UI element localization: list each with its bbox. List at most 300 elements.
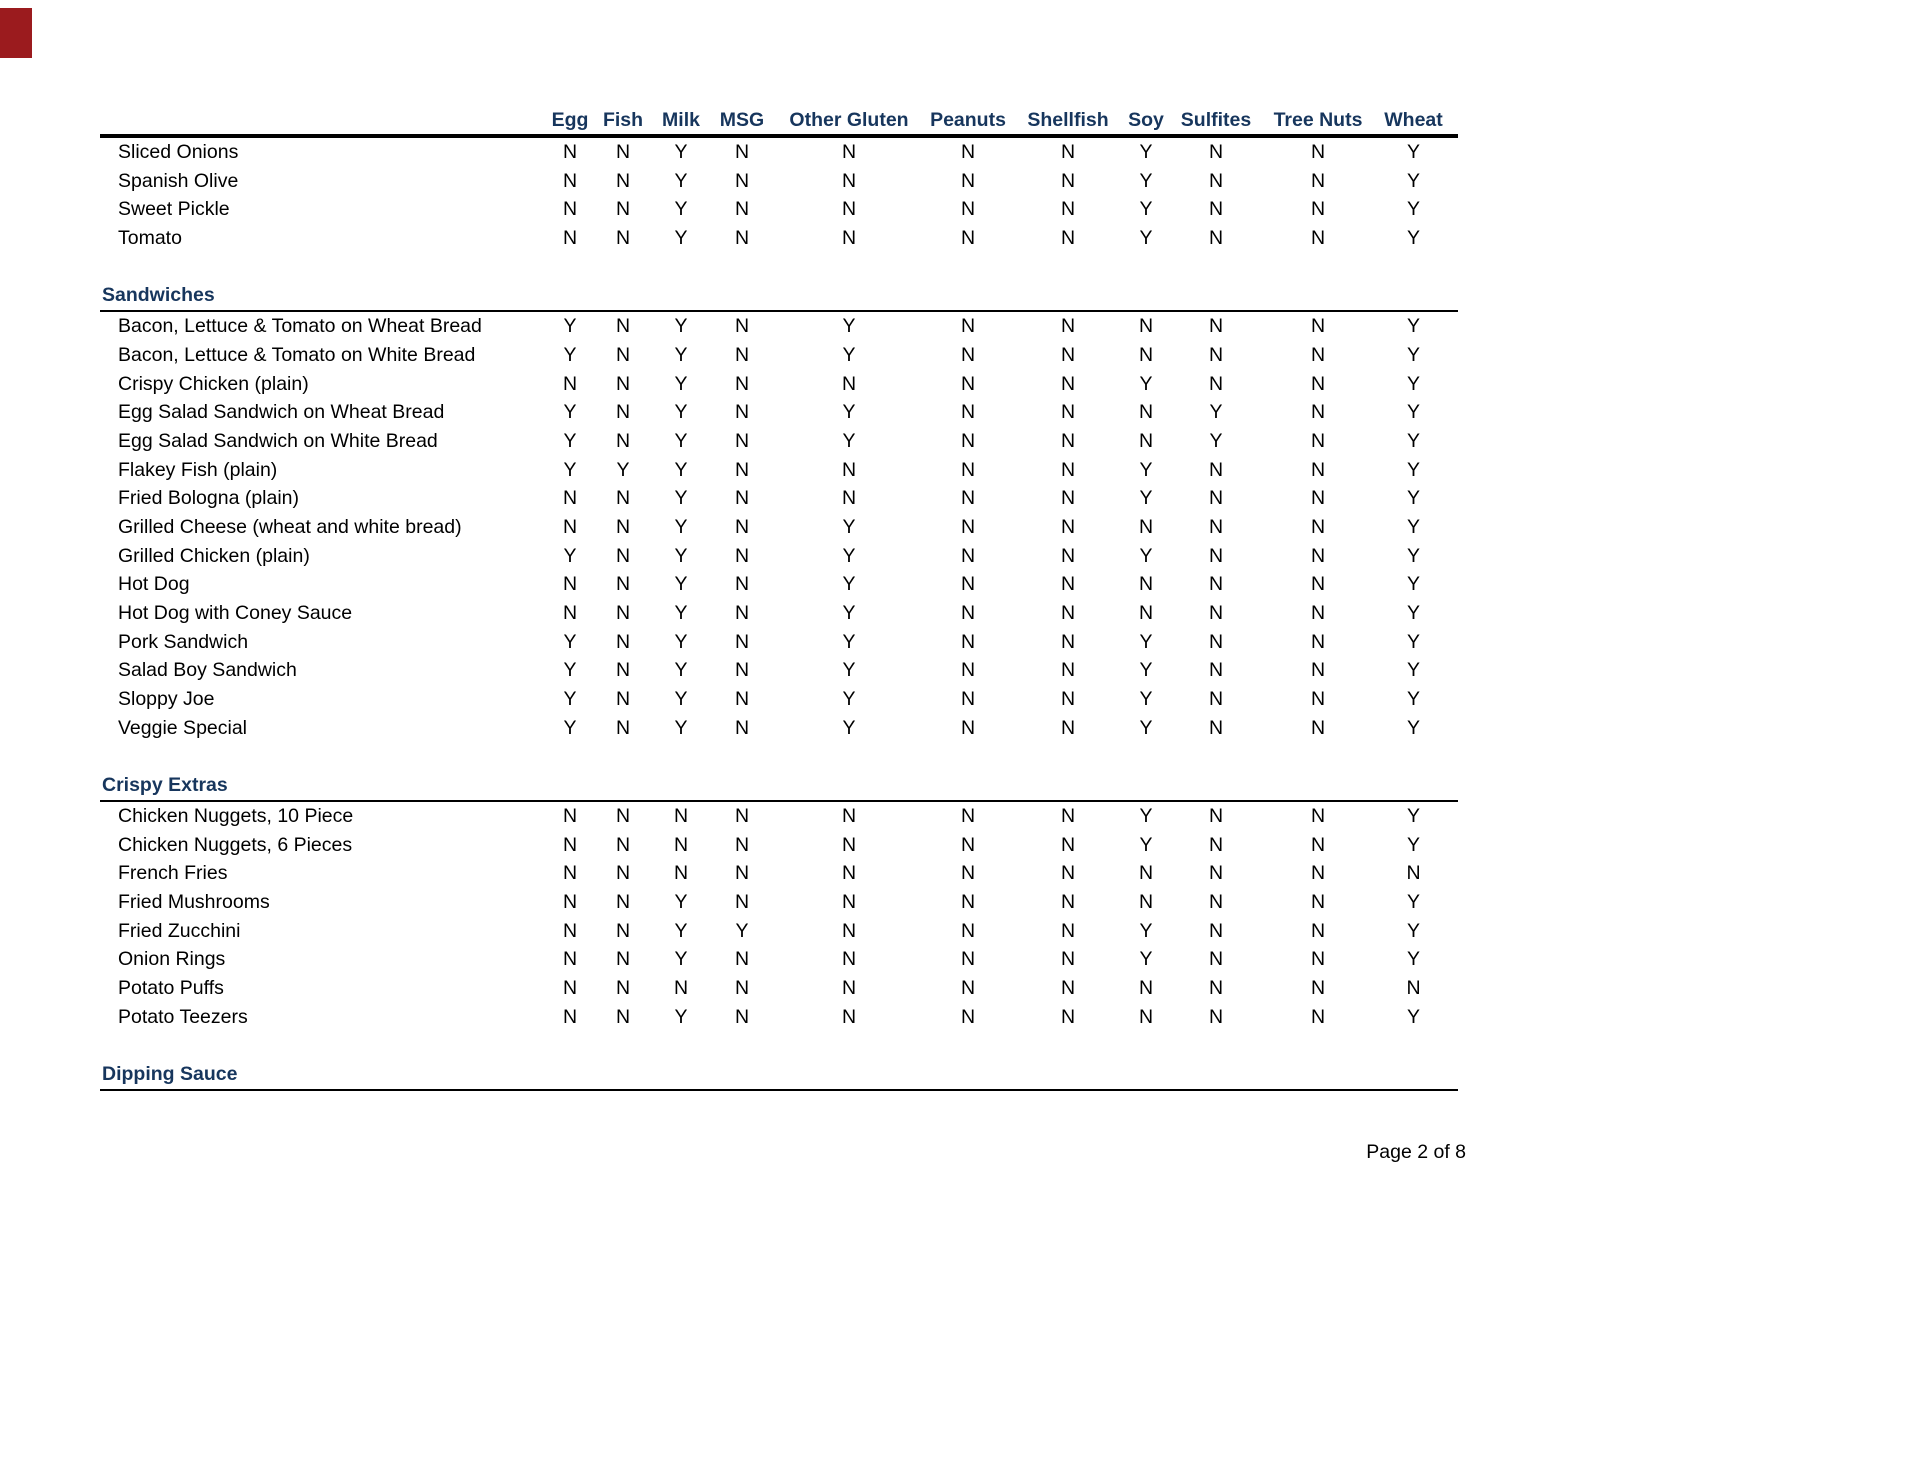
allergen-flag-fish: N	[615, 198, 631, 221]
allergen-flag-shellfish: N	[1060, 919, 1076, 942]
allergen-flag-wheat: Y	[1406, 429, 1420, 452]
allergen-flag-milk: Y	[674, 716, 688, 739]
allergen-flag-other-gluten: Y	[842, 659, 856, 682]
allergen-flag-other-gluten: N	[841, 804, 857, 827]
allergen-flag-fish: N	[615, 716, 631, 739]
allergen-flag-fish: N	[615, 1005, 631, 1028]
allergen-flag-tree-nuts: N	[1310, 372, 1326, 395]
table-row	[100, 398, 1458, 427]
allergen-flag-other-gluten: N	[841, 976, 857, 999]
allergen-flag-other-gluten: Y	[842, 630, 856, 653]
item-name: Sweet Pickle	[118, 198, 230, 221]
allergen-flag-shellfish: N	[1060, 862, 1076, 885]
allergen-flag-wheat: Y	[1406, 227, 1420, 250]
allergen-flag-peanuts: N	[960, 227, 976, 250]
allergen-flag-wheat: Y	[1406, 169, 1420, 192]
allergen-table	[100, 106, 1458, 1091]
allergen-flag-other-gluten: N	[841, 458, 857, 481]
table-row	[100, 1003, 1458, 1032]
allergen-flag-egg: Y	[563, 688, 577, 711]
column-header-tree-nuts: Tree Nuts	[1273, 109, 1363, 131]
allergen-flag-milk: Y	[674, 544, 688, 567]
item-name: Onion Rings	[118, 948, 226, 971]
allergen-flag-shellfish: N	[1060, 487, 1076, 510]
allergen-flag-peanuts: N	[960, 804, 976, 827]
allergen-flag-fish: N	[615, 315, 631, 338]
allergen-flag-shellfish: N	[1060, 315, 1076, 338]
allergen-flag-soy: Y	[1139, 487, 1153, 510]
allergen-flag-other-gluten: N	[841, 487, 857, 510]
section-gap	[100, 1031, 1458, 1060]
allergen-flag-peanuts: N	[960, 659, 976, 682]
allergen-flag-soy: Y	[1139, 630, 1153, 653]
allergen-flag-soy: Y	[1139, 198, 1153, 221]
item-name: Fried Bologna (plain)	[118, 487, 300, 510]
column-header-shellfish: Shellfish	[1027, 109, 1109, 131]
table-row	[100, 312, 1458, 341]
item-name: Fried Zucchini	[118, 919, 241, 942]
allergen-flag-other-gluten: Y	[842, 688, 856, 711]
allergen-flag-sulfites: Y	[1209, 429, 1223, 452]
allergen-flag-shellfish: N	[1060, 688, 1076, 711]
allergen-flag-shellfish: N	[1060, 976, 1076, 999]
allergen-flag-egg: N	[562, 804, 578, 827]
allergen-flag-egg: Y	[563, 716, 577, 739]
allergen-flag-peanuts: N	[960, 315, 976, 338]
allergen-flag-fish: N	[615, 919, 631, 942]
allergen-flag-sulfites: N	[1208, 515, 1224, 538]
allergen-flag-msg: N	[734, 976, 750, 999]
allergen-flag-soy: Y	[1139, 948, 1153, 971]
allergen-flag-sulfites: N	[1208, 487, 1224, 510]
allergen-flag-wheat: Y	[1406, 602, 1420, 624]
allergen-flag-tree-nuts: N	[1310, 315, 1326, 338]
allergen-flag-shellfish: N	[1060, 1005, 1076, 1028]
allergen-flag-egg: N	[562, 976, 578, 999]
allergen-flag-wheat: Y	[1406, 948, 1420, 971]
allergen-flag-sulfites: N	[1208, 315, 1224, 338]
allergen-flag-sulfites: N	[1208, 343, 1224, 366]
item-name: Chicken Nuggets, 10 Piece	[118, 804, 354, 827]
item-name: Grilled Cheese (wheat and white bread)	[118, 515, 462, 538]
allergen-flag-fish: N	[615, 890, 631, 913]
allergen-flag-peanuts: N	[960, 862, 976, 885]
table-row	[100, 974, 1458, 1003]
allergen-flag-sulfites: N	[1208, 602, 1224, 624]
column-header-soy: Soy	[1128, 109, 1164, 131]
allergen-flag-peanuts: N	[960, 544, 976, 567]
allergen-flag-msg: N	[734, 515, 750, 538]
allergen-flag-fish: N	[615, 372, 631, 395]
table-row	[100, 831, 1458, 860]
allergen-flag-other-gluten: N	[841, 948, 857, 971]
allergen-flag-soy: Y	[1139, 659, 1153, 682]
item-name: Egg Salad Sandwich on Wheat Bread	[118, 401, 445, 424]
allergen-flag-milk: Y	[674, 948, 688, 971]
allergen-flag-wheat: Y	[1406, 1005, 1420, 1028]
allergen-flag-tree-nuts: N	[1310, 919, 1326, 942]
allergen-flag-other-gluten: Y	[842, 315, 856, 338]
item-name: Egg Salad Sandwich on White Bread	[118, 429, 438, 452]
allergen-flag-tree-nuts: N	[1310, 804, 1326, 827]
allergen-flag-other-gluten: N	[841, 833, 857, 856]
section-title-dipping-sauce: Dipping Sauce	[100, 1060, 1458, 1091]
allergen-flag-peanuts: N	[960, 1005, 976, 1028]
allergen-flag-soy: Y	[1139, 372, 1153, 395]
allergen-flag-egg: Y	[563, 659, 577, 682]
allergen-flag-milk: N	[673, 804, 689, 827]
item-name: Salad Boy Sandwich	[118, 659, 297, 682]
table-row	[100, 945, 1458, 974]
table-body	[100, 138, 1458, 1091]
allergen-flag-tree-nuts: N	[1310, 487, 1326, 510]
allergen-flag-wheat: Y	[1406, 401, 1420, 424]
allergen-flag-shellfish: N	[1060, 573, 1076, 596]
allergen-flag-peanuts: N	[960, 429, 976, 452]
allergen-flag-fish: N	[615, 602, 631, 624]
allergen-flag-egg: N	[562, 833, 578, 856]
item-name: Sliced Onions	[118, 141, 239, 163]
column-header-msg: MSG	[719, 109, 765, 131]
allergen-flag-wheat: Y	[1406, 198, 1420, 221]
allergen-flag-soy: Y	[1139, 716, 1153, 739]
table-row	[100, 656, 1458, 685]
allergen-flag-peanuts: N	[960, 602, 976, 624]
allergen-flag-soy: Y	[1139, 833, 1153, 856]
allergen-flag-shellfish: N	[1060, 343, 1076, 366]
allergen-flag-wheat: Y	[1406, 630, 1420, 653]
allergen-flag-msg: N	[734, 315, 750, 338]
allergen-flag-wheat: Y	[1406, 804, 1420, 827]
allergen-flag-fish: N	[615, 833, 631, 856]
allergen-flag-other-gluten: Y	[842, 573, 856, 596]
table-row	[100, 341, 1458, 370]
allergen-flag-egg: Y	[563, 343, 577, 366]
allergen-flag-fish: N	[615, 169, 631, 192]
allergen-flag-milk: Y	[674, 315, 688, 338]
column-header-sulfites: Sulfites	[1180, 109, 1252, 131]
allergen-flag-soy: Y	[1139, 919, 1153, 942]
allergen-flag-msg: N	[734, 630, 750, 653]
item-name: French Fries	[118, 862, 228, 885]
allergen-flag-tree-nuts: N	[1310, 948, 1326, 971]
allergen-flag-milk: Y	[674, 573, 688, 596]
allergen-flag-egg: N	[562, 487, 578, 510]
allergen-flag-shellfish: N	[1060, 544, 1076, 567]
allergen-flag-msg: N	[734, 890, 750, 913]
allergen-flag-other-gluten: N	[841, 141, 857, 163]
allergen-flag-milk: Y	[674, 659, 688, 682]
allergen-flag-shellfish: N	[1060, 141, 1076, 163]
allergen-flag-shellfish: N	[1060, 630, 1076, 653]
allergen-flag-fish: N	[615, 804, 631, 827]
allergen-flag-milk: Y	[674, 227, 688, 250]
allergen-flag-soy: N	[1138, 976, 1154, 999]
item-name: Veggie Special	[118, 716, 248, 739]
allergen-flag-other-gluten: Y	[842, 716, 856, 739]
logo-fragment	[0, 8, 32, 58]
allergen-flag-other-gluten: N	[841, 1005, 857, 1028]
allergen-flag-peanuts: N	[960, 141, 976, 163]
allergen-flag-egg: N	[562, 573, 578, 596]
allergen-flag-other-gluten: N	[841, 862, 857, 885]
table-row	[100, 628, 1458, 657]
table-row	[100, 484, 1458, 513]
allergen-flag-msg: N	[734, 716, 750, 739]
column-header-fish: Fish	[602, 109, 644, 131]
allergen-flag-egg: Y	[563, 429, 577, 452]
item-name: Pork Sandwich	[118, 630, 249, 653]
allergen-flag-wheat: N	[1406, 862, 1421, 885]
allergen-flag-peanuts: N	[960, 487, 976, 510]
allergen-flag-tree-nuts: N	[1310, 688, 1326, 711]
allergen-flag-fish: N	[615, 573, 631, 596]
allergen-flag-soy: N	[1138, 401, 1154, 424]
table-row	[100, 802, 1458, 831]
allergen-flag-fish: N	[615, 976, 631, 999]
allergen-flag-fish: N	[615, 343, 631, 366]
allergen-flag-milk: Y	[674, 458, 688, 481]
item-name: Spanish Olive	[118, 169, 239, 192]
allergen-flag-other-gluten: Y	[842, 544, 856, 567]
allergen-flag-fish: N	[615, 688, 631, 711]
allergen-flag-fish: Y	[616, 458, 630, 481]
allergen-flag-egg: N	[562, 227, 578, 250]
allergen-flag-tree-nuts: N	[1310, 659, 1326, 682]
allergen-flag-other-gluten: Y	[842, 401, 856, 424]
allergen-flag-sulfites: N	[1208, 544, 1224, 567]
item-name: Hot Dog	[118, 573, 190, 596]
section-title-sandwiches: Sandwiches	[100, 281, 1458, 312]
allergen-flag-fish: N	[615, 487, 631, 510]
allergen-flag-egg: Y	[563, 401, 577, 424]
table-row	[100, 224, 1458, 253]
allergen-flag-msg: N	[734, 948, 750, 971]
allergen-flag-msg: N	[734, 659, 750, 682]
allergen-flag-msg: N	[734, 458, 750, 481]
allergen-flag-peanuts: N	[960, 716, 976, 739]
allergen-flag-sulfites: N	[1208, 833, 1224, 856]
table-row	[100, 138, 1458, 167]
column-header-wheat: Wheat	[1384, 109, 1443, 131]
allergen-flag-other-gluten: N	[841, 372, 857, 395]
allergen-flag-peanuts: N	[960, 688, 976, 711]
allergen-flag-sulfites: N	[1208, 862, 1224, 885]
item-name: Bacon, Lettuce & Tomato on White Bread	[118, 343, 476, 366]
allergen-flag-msg: Y	[735, 919, 749, 942]
allergen-flag-shellfish: N	[1060, 429, 1076, 452]
allergen-flag-tree-nuts: N	[1310, 401, 1326, 424]
allergen-flag-milk: Y	[674, 602, 688, 624]
allergen-flag-egg: N	[562, 890, 578, 913]
allergen-flag-soy: Y	[1139, 544, 1153, 567]
allergen-flag-tree-nuts: N	[1310, 227, 1326, 250]
allergen-flag-msg: N	[734, 1005, 750, 1028]
allergen-flag-egg: Y	[563, 458, 577, 481]
table-row	[100, 888, 1458, 917]
table-row	[100, 427, 1458, 456]
section-title-crispy-extras: Crispy Extras	[100, 771, 1458, 802]
table-row	[100, 195, 1458, 224]
item-name: Potato Puffs	[118, 976, 224, 999]
allergen-flag-soy: N	[1138, 515, 1154, 538]
allergen-flag-sulfites: N	[1208, 141, 1224, 163]
allergen-flag-milk: Y	[674, 1005, 688, 1028]
allergen-flag-egg: N	[562, 198, 578, 221]
allergen-flag-msg: N	[734, 602, 750, 624]
item-name: Sloppy Joe	[118, 688, 215, 711]
table-row	[100, 370, 1458, 399]
allergen-flag-milk: Y	[674, 919, 688, 942]
table-header-row	[100, 106, 1458, 138]
allergen-flag-peanuts: N	[960, 833, 976, 856]
allergen-flag-sulfites: N	[1208, 630, 1224, 653]
allergen-flag-peanuts: N	[960, 515, 976, 538]
table-row	[100, 167, 1458, 196]
item-name: Tomato	[118, 227, 182, 250]
allergen-flag-milk: Y	[674, 890, 688, 913]
allergen-flag-sulfites: N	[1208, 372, 1224, 395]
allergen-flag-other-gluten: N	[841, 227, 857, 250]
allergen-flag-soy: Y	[1139, 688, 1153, 711]
column-header-other-gluten: Other Gluten	[789, 109, 909, 131]
allergen-flag-milk: Y	[674, 515, 688, 538]
allergen-flag-milk: Y	[674, 372, 688, 395]
allergen-flag-msg: N	[734, 372, 750, 395]
allergen-flag-sulfites: N	[1208, 198, 1224, 221]
allergen-flag-soy: N	[1138, 429, 1154, 452]
allergen-flag-peanuts: N	[960, 890, 976, 913]
allergen-flag-msg: N	[734, 141, 750, 163]
allergen-flag-tree-nuts: N	[1310, 976, 1326, 999]
allergen-flag-soy: N	[1138, 862, 1154, 885]
allergen-flag-egg: N	[562, 948, 578, 971]
table-row	[100, 570, 1458, 599]
allergen-flag-wheat: Y	[1406, 716, 1420, 739]
allergen-flag-other-gluten: N	[841, 890, 857, 913]
allergen-flag-msg: N	[734, 169, 750, 192]
column-header-peanuts: Peanuts	[930, 109, 1006, 131]
allergen-flag-tree-nuts: N	[1310, 515, 1326, 538]
allergen-flag-egg: N	[562, 602, 578, 624]
allergen-flag-shellfish: N	[1060, 169, 1076, 192]
allergen-flag-fish: N	[615, 515, 631, 538]
allergen-flag-tree-nuts: N	[1310, 169, 1326, 192]
allergen-flag-milk: Y	[674, 487, 688, 510]
allergen-flag-egg: N	[562, 141, 578, 163]
allergen-flag-tree-nuts: N	[1310, 602, 1326, 624]
allergen-flag-other-gluten: N	[841, 919, 857, 942]
allergen-flag-sulfites: N	[1208, 688, 1224, 711]
allergen-flag-soy: N	[1138, 315, 1154, 338]
allergen-flag-egg: N	[562, 515, 578, 538]
allergen-flag-peanuts: N	[960, 573, 976, 596]
item-name: Potato Teezers	[118, 1005, 248, 1028]
allergen-flag-soy: N	[1138, 602, 1154, 624]
allergen-flag-milk: Y	[674, 630, 688, 653]
allergen-flag-milk: Y	[674, 141, 688, 163]
allergen-flag-sulfites: N	[1208, 948, 1224, 971]
allergen-flag-wheat: Y	[1406, 890, 1420, 913]
allergen-flag-tree-nuts: N	[1310, 141, 1326, 163]
allergen-flag-msg: N	[734, 573, 750, 596]
allergen-flag-sulfites: N	[1208, 890, 1224, 913]
allergen-flag-msg: N	[734, 198, 750, 221]
allergen-flag-wheat: Y	[1406, 141, 1420, 163]
allergen-flag-milk: Y	[674, 169, 688, 192]
allergen-flag-msg: N	[734, 343, 750, 366]
allergen-flag-egg: Y	[563, 315, 577, 338]
allergen-flag-shellfish: N	[1060, 890, 1076, 913]
table-row	[100, 859, 1458, 888]
allergen-flag-shellfish: N	[1060, 372, 1076, 395]
table-row	[100, 917, 1458, 946]
allergen-flag-sulfites: N	[1208, 659, 1224, 682]
allergen-flag-tree-nuts: N	[1310, 890, 1326, 913]
allergen-flag-soy: N	[1138, 573, 1154, 596]
allergen-flag-sulfites: N	[1208, 716, 1224, 739]
allergen-flag-shellfish: N	[1060, 458, 1076, 481]
table-row	[100, 599, 1458, 628]
allergen-flag-tree-nuts: N	[1310, 198, 1326, 221]
allergen-flag-soy: N	[1138, 1005, 1154, 1028]
allergen-flag-peanuts: N	[960, 343, 976, 366]
allergen-flag-other-gluten: N	[841, 169, 857, 192]
allergen-flag-peanuts: N	[960, 372, 976, 395]
allergen-flag-peanuts: N	[960, 976, 976, 999]
allergen-flag-wheat: Y	[1406, 343, 1420, 366]
allergen-flag-soy: Y	[1139, 169, 1153, 192]
allergen-flag-msg: N	[734, 544, 750, 567]
allergen-flag-fish: N	[615, 429, 631, 452]
allergen-flag-peanuts: N	[960, 169, 976, 192]
column-header-milk: Milk	[662, 109, 700, 131]
allergen-flag-msg: N	[734, 862, 750, 885]
allergen-flag-shellfish: N	[1060, 659, 1076, 682]
allergen-flag-tree-nuts: N	[1310, 716, 1326, 739]
allergen-flag-milk: N	[673, 862, 689, 885]
allergen-flag-wheat: Y	[1406, 515, 1420, 538]
allergen-flag-peanuts: N	[960, 630, 976, 653]
item-name: Flakey Fish (plain)	[118, 458, 278, 481]
allergen-flag-shellfish: N	[1060, 833, 1076, 856]
allergen-flag-shellfish: N	[1060, 227, 1076, 250]
allergen-flag-peanuts: N	[960, 401, 976, 424]
allergen-flag-tree-nuts: N	[1310, 573, 1326, 596]
allergen-flag-egg: N	[562, 372, 578, 395]
allergen-flag-egg: N	[562, 862, 578, 885]
allergen-flag-wheat: Y	[1406, 544, 1420, 567]
allergen-flag-wheat: Y	[1406, 833, 1420, 856]
allergen-flag-msg: N	[734, 804, 750, 827]
allergen-flag-other-gluten: Y	[842, 429, 856, 452]
allergen-flag-sulfites: N	[1208, 169, 1224, 192]
allergen-flag-egg: N	[562, 1005, 578, 1028]
allergen-flag-wheat: Y	[1406, 315, 1420, 338]
allergen-flag-sulfites: N	[1208, 1005, 1224, 1028]
allergen-flag-shellfish: N	[1060, 198, 1076, 221]
allergen-flag-msg: N	[734, 688, 750, 711]
allergen-flag-tree-nuts: N	[1310, 458, 1326, 481]
allergen-flag-egg: Y	[563, 630, 577, 653]
allergen-flag-milk: Y	[674, 198, 688, 221]
table-row	[100, 714, 1458, 743]
allergen-flag-msg: N	[734, 487, 750, 510]
allergen-flag-peanuts: N	[960, 198, 976, 221]
allergen-flag-milk: N	[673, 976, 689, 999]
allergen-flag-soy: Y	[1139, 458, 1153, 481]
allergen-flag-milk: Y	[674, 343, 688, 366]
